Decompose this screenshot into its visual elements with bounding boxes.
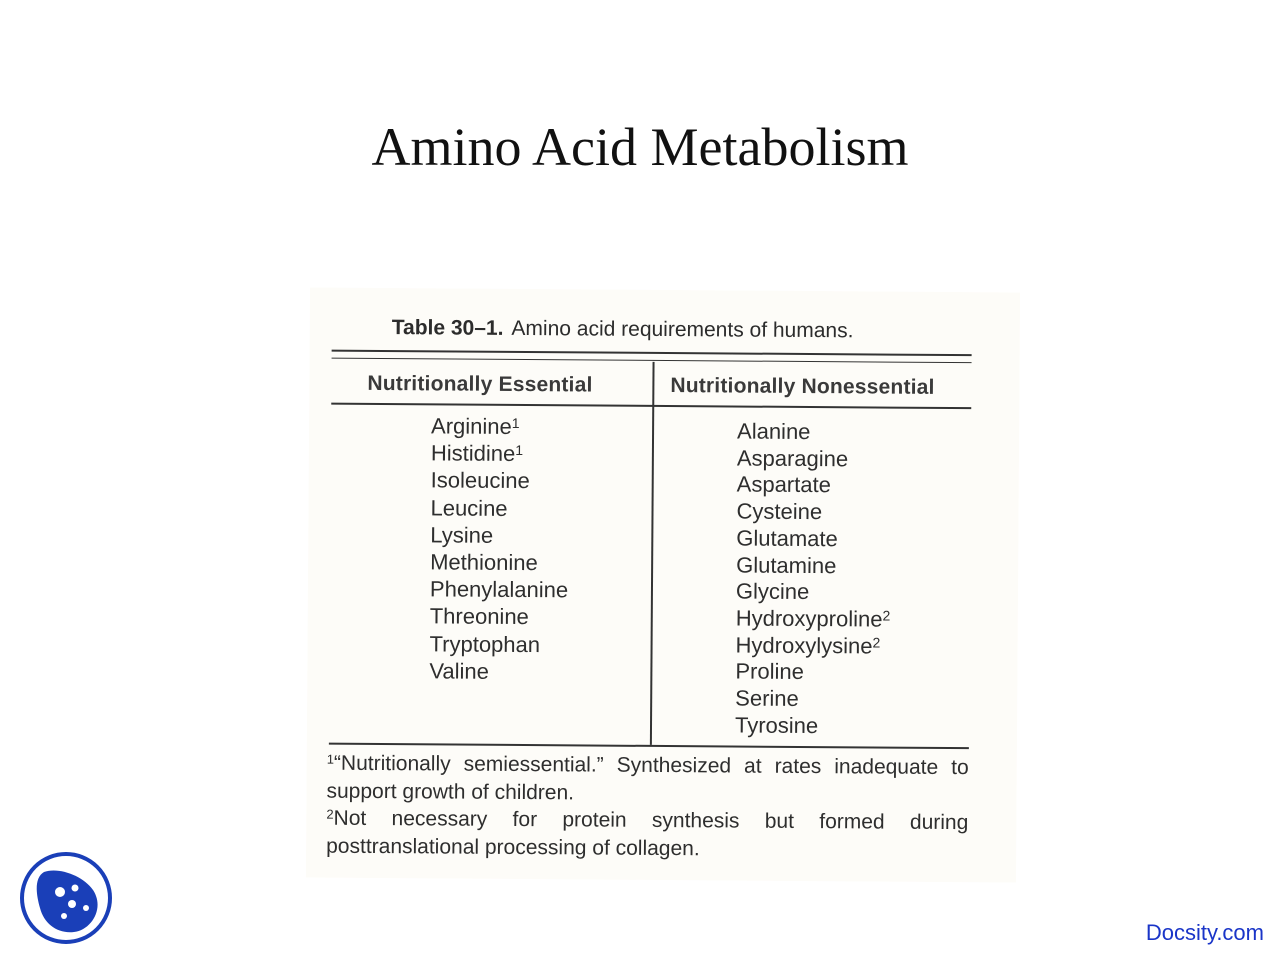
essential-item [430,521,568,549]
nonessential-item [735,712,890,740]
essential-item [430,603,568,631]
essential-item [430,548,568,576]
footnote-mark: 2 [326,806,334,822]
essential-item [429,657,567,685]
bottom-rule [329,743,969,749]
nonessential-name: Tyrosine [734,712,819,738]
nonessential-name: Hydroxyproline [735,605,883,632]
essential-column-header: Nutritionally Essential [367,371,593,397]
nonessential-name: Serine [735,685,799,711]
footnote-marker: 2 [872,634,881,651]
footnote [326,750,968,809]
essential-item [430,576,568,604]
footnote [326,805,968,864]
essential-item [429,630,567,658]
footnote-marker: 2 [882,607,891,624]
essential-item [431,467,569,495]
slide-title: Amino Acid Metabolism [371,117,909,177]
nonessential-item [736,552,891,580]
essential-name: Valine [429,658,490,684]
nonessential-item [736,579,891,607]
nonessential-item [735,632,890,660]
essential-item [431,412,569,440]
essential-amino-acid-list [429,412,569,685]
nonessential-name: Alanine [736,418,811,445]
nonessential-item [736,605,891,633]
nonessential-name: Asparagine [736,445,849,471]
footnote-text: Not necessary for protein synthesis but formed during posttranslational processing of collagen. [326,806,969,860]
nonessential-name: Glutamate [736,525,838,552]
nonessential-item [735,686,890,714]
essential-name: Isoleucine [430,467,530,494]
top-rule [332,350,972,356]
footnote-marker: 1 [511,414,520,431]
nonessential-name: Proline [735,658,804,685]
column-divider [650,362,654,745]
essential-name: Tryptophan [429,630,541,657]
nonessential-amino-acid-list [735,419,892,741]
nonessential-column-header: Nutritionally Nonessential [670,374,935,399]
essential-item [431,440,569,468]
table-footnotes [326,750,969,864]
nonessential-name: Cysteine [736,498,823,525]
essential-name: Arginine [431,413,512,439]
nonessential-name: Glutamine [736,552,837,578]
docsity-logo-icon [20,852,112,944]
nonessential-item [735,659,890,687]
footnote-mark: 1 [326,751,335,767]
table-caption-number: Table 30–1. [391,316,504,340]
essential-name: Threonine [429,603,529,630]
nonessential-item [737,419,892,447]
table-caption [392,316,854,343]
essential-name: Methionine [430,549,538,576]
nonessential-item [737,445,892,473]
nonessential-item [736,499,891,527]
essential-name: Leucine [430,494,508,521]
nonessential-item [736,525,891,553]
footnote-marker: 1 [515,442,524,459]
scanned-table-image [306,288,1020,883]
table-caption-text: Amino acid requirements of humans. [511,316,854,343]
essential-item [430,494,568,522]
footnote-text: “Nutritionally semiessential.” Synthesized at rates inadequate to support growth of children. [326,751,969,804]
essential-name: Histidine [430,440,516,467]
nonessential-name: Glycine [735,578,810,605]
nonessential-name: Hydroxylysine [735,632,873,659]
docsity-site-link[interactable]: Docsity.com [1145,920,1264,945]
nonessential-name: Aspartate [736,471,831,498]
nonessential-item [737,472,892,500]
essential-name: Phenylalanine [429,576,569,603]
essential-name: Lysine [430,522,494,548]
